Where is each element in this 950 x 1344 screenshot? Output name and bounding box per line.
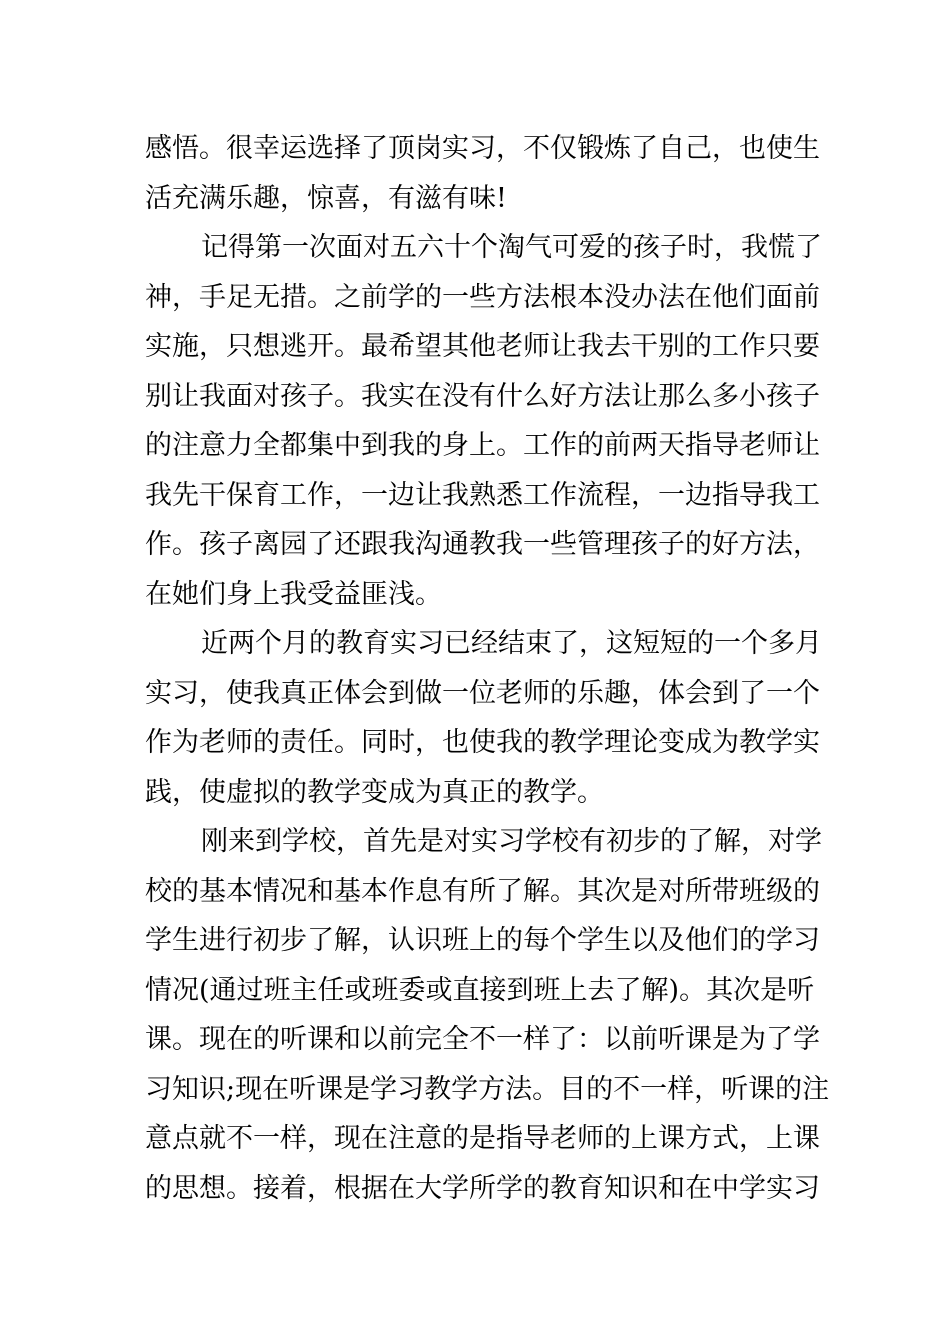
paragraph	[145, 817, 830, 1213]
text-line: 刚来到学校，首先是对实习学校有初步的了解，对学	[201, 826, 822, 857]
text-line: 神，手足无措。之前学的一些方法根本没办法在他们面前	[145, 281, 820, 313]
text-line: 校的基本情况和基本作息有所了解。其次是对所带班级的	[145, 875, 820, 907]
text-line: 的注意力全都集中到我的身上。工作的前两天指导老师让	[145, 430, 820, 461]
document-body	[145, 124, 830, 1213]
text-line: 学生进行初步了解，认识班上的每个学生以及他们的学习	[145, 925, 820, 956]
text-line: 作。孩子离园了还跟我沟通教我一些管理孩子的好方法，	[145, 529, 820, 560]
text-line: 实施，只想逃开。最希望其他老师让我去干别的工作只要	[145, 331, 820, 362]
text-line: 活充满乐趣，惊喜，有滋有味!	[145, 182, 507, 214]
text-line: 近两个月的教育实习已经结束了，这短短的一个多月	[201, 628, 822, 659]
text-line: 情况(通过班主任或班委或直接到班上去了解)。其次是听	[145, 974, 815, 1006]
text-line: 我先干保育工作，一边让我熟悉工作流程，一边指导我工	[145, 479, 820, 511]
text-line: 作为老师的责任。同时，也使我的教学理论变成为教学实	[145, 727, 820, 758]
text-line: 实习，使我真正体会到做一位老师的乐趣，体会到了一个	[145, 677, 820, 709]
paragraph	[145, 619, 822, 817]
text-line: 别让我面对孩子。我实在没有什么好方法让那么多小孩子	[145, 380, 820, 412]
paragraph	[145, 223, 822, 619]
text-line: 的思想。接着，根据在大学所学的教育知识和在中学实习	[145, 1172, 820, 1204]
text-line: 在她们身上我受益匪浅。	[145, 578, 442, 610]
text-line: 意点就不一样，现在注意的是指导老师的上课方式，上课	[145, 1123, 820, 1154]
text-line: 习知识;现在听课是学习教学方法。目的不一样，听课的注	[145, 1073, 830, 1105]
text-line: 记得第一次面对五六十个淘气可爱的孩子时，我慌了	[201, 232, 822, 263]
paragraph	[145, 124, 820, 223]
text-line: 感悟。很幸运选择了顶岗实习，不仅锻炼了自己，也使生	[145, 133, 820, 164]
text-line: 践，使虚拟的教学变成为真正的教学。	[145, 776, 604, 808]
text-line: 课。现在的听课和以前完全不一样了：以前听课是为了学	[145, 1024, 820, 1055]
